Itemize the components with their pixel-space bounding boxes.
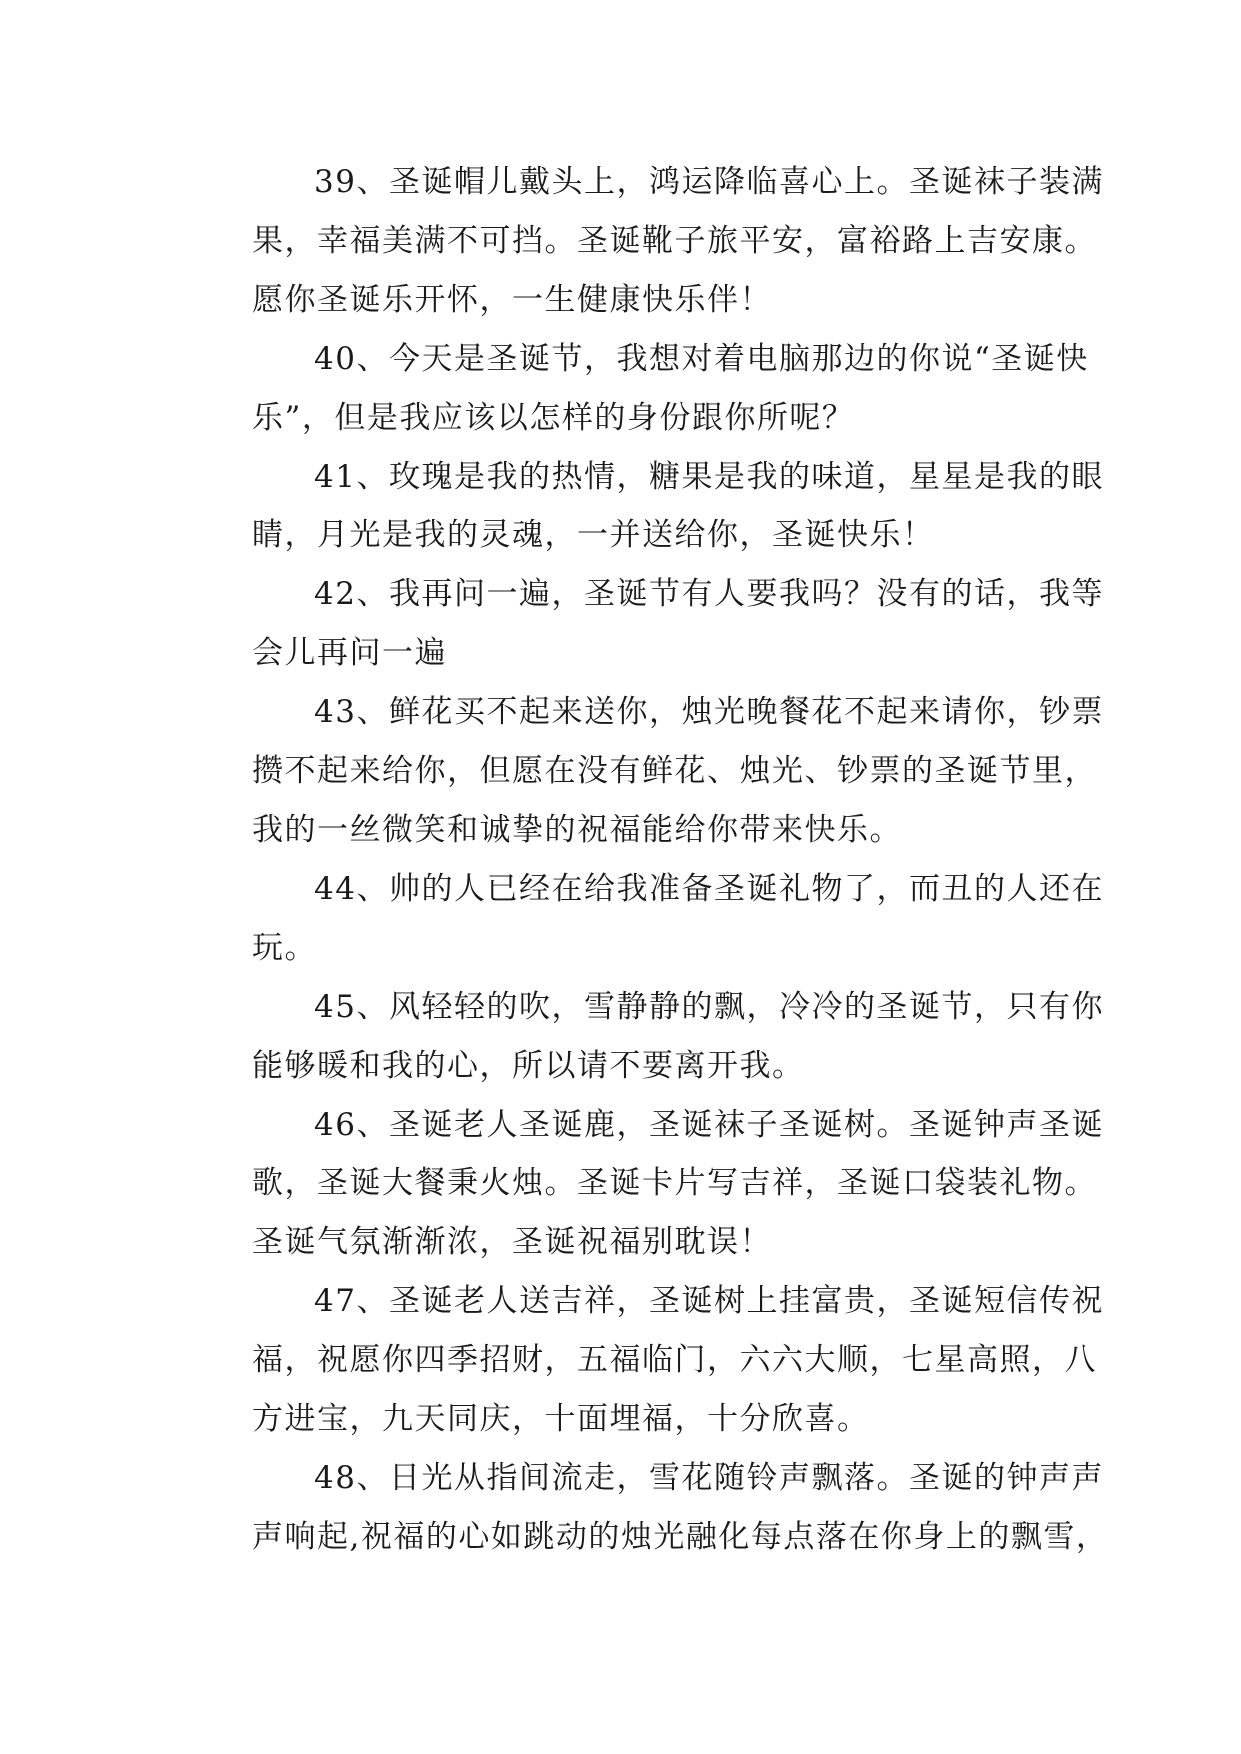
text-line: 歌，圣诞大餐秉火烛。圣诞卡片写吉祥，圣诞口袋装礼物。	[252, 1165, 1097, 1202]
text-line: 47、圣诞老人送吉祥，圣诞树上挂富贵，圣诞短信传祝	[314, 1283, 1104, 1320]
text-line: 46、圣诞老人圣诞鹿，圣诞袜子圣诞树。圣诞钟声圣诞	[314, 1106, 1104, 1143]
paragraph-44	[190, 860, 1104, 978]
text-line: 我的一丝微笑和诚挚的祝福能给你带来快乐。	[252, 811, 902, 848]
text-line: 睛，月光是我的灵魂，一并送给你，圣诞快乐！	[252, 517, 935, 554]
text-line: 40、今天是圣诞节，我想对着电脑那边的你说“圣诞快	[314, 340, 1089, 377]
text-line: 能够暖和我的心，所以请不要离开我。	[252, 1047, 805, 1084]
text-line: 玩。	[252, 929, 317, 966]
text-line: 方进宝，九天同庆，十面埋福，十分欣喜。	[252, 1401, 870, 1438]
text-line: 43、鲜花买不起来送你，烛光晚餐花不起来请你，钞票	[314, 694, 1104, 731]
text-line: 44、帅的人已经在给我准备圣诞礼物了，而丑的人还在	[314, 870, 1104, 907]
paragraph-46	[190, 1096, 1104, 1273]
paragraph-45	[190, 978, 1104, 1096]
text-line: 福，祝愿你四季招财，五福临门，六六大顺，七星高照，八	[252, 1342, 1097, 1379]
text-line: 攒不起来给你，但愿在没有鲜花、烛光、钞票的圣诞节里，	[252, 753, 1097, 790]
text-line: 果，幸福美满不可挡。圣诞靴子旅平安，富裕路上吉安康。	[252, 222, 1097, 259]
text-line: 会儿再问一遍	[252, 635, 447, 672]
paragraph-41	[190, 448, 1104, 566]
text-line: 圣诞气氛渐渐浓，圣诞祝福别耽误！	[252, 1224, 772, 1261]
text-line: 39、圣诞帽儿戴头上，鸿运降临喜心上。圣诞袜子装满	[314, 164, 1104, 200]
paragraph-47	[190, 1272, 1104, 1449]
paragraph-40	[190, 330, 1089, 448]
paragraph-48	[190, 1449, 1109, 1567]
paragraph-39	[190, 153, 1104, 330]
text-line: 乐”，但是我应该以怎样的身份跟你所呢？	[252, 399, 855, 436]
paragraph-43	[190, 683, 1104, 860]
text-line: 41、玫瑰是我的热情，糖果是我的味道，星星是我的眼	[314, 458, 1104, 495]
paragraph-42	[190, 565, 1104, 683]
text-line: 愿你圣诞乐开怀，一生健康快乐伴！	[252, 281, 772, 318]
text-line: 45、风轻轻的吹，雪静静的飘，冷冷的圣诞节，只有你	[314, 988, 1104, 1025]
text-line: 48、日光从指间流走，雪花随铃声飘落。圣诞的钟声声	[314, 1459, 1104, 1496]
document-body	[190, 153, 1109, 1567]
text-line: 声响起,祝福的心如跳动的烛光融化每点落在你身上的飘雪，	[252, 1518, 1109, 1555]
text-line: 42、我再问一遍，圣诞节有人要我吗？没有的话，我等	[314, 576, 1104, 613]
